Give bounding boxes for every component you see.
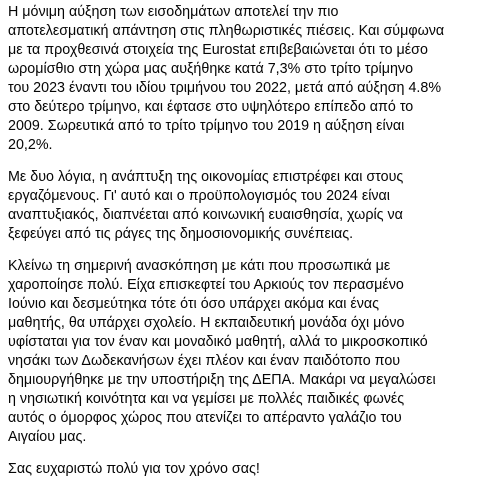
- paragraph-budget: [8, 168, 495, 244]
- text-line: ξεφεύγει από τις ράγες της δημοσιονομικής συνέπειας.: [8, 226, 354, 242]
- text-line: χαροποίησε πολύ. Είχα επισκεφτεί του Αρκιούς τον περασμένο: [8, 277, 404, 293]
- text-line: υφίσταται για τον έναν και μοναδικό μαθητή, αλλά το μικροσκοπικό: [8, 334, 428, 350]
- text-line: Η μόνιμη αύξηση των εισοδημάτων αποτελεί την πιο: [8, 4, 339, 20]
- text-line: Με δυο λόγια, η ανάπτυξη της οικονομίας επιστρέφει και στους: [8, 169, 404, 185]
- text-line: Κλείνω τη σημερινή ανασκόπηση με κάτι που προσωπικά με: [8, 258, 391, 274]
- text-line: ωρομίσθιο στη χώρα μας αυξήθηκε κατά 7,3% στο τρίτο τρίμηνο: [8, 61, 414, 77]
- text-line: Αιγαίου μας.: [8, 429, 87, 445]
- text-line: στο δεύτερο τρίμηνο, και έφτασε στο υψηλότερο επίπεδο από το: [8, 99, 414, 115]
- text-line: εργαζόμενους. Γι' αυτό και ο προϋπολογισμός του 2024 είναι: [8, 188, 390, 204]
- paragraph-thanks: [8, 460, 495, 479]
- text-line: δημιουργήθηκε με την υποστήριξη της ΔΕΠΑ. Μακάρι να μεγαλώσει: [8, 372, 436, 388]
- text-line: μαθητής, θα υπάρχει σχολείο. Η εκπαιδευτική μονάδα όχι μόνο: [8, 315, 405, 331]
- paragraph-school: [8, 257, 495, 447]
- text-line: του 2023 έναντι του ιδίου τριμήνου του 2022, μετά από αύξηση 4.8%: [8, 80, 442, 96]
- text-line: Ιούνιο και δεσμεύτηκα τότε ότι όσο υπάρχει ακόμα και ένας: [8, 296, 380, 312]
- paragraph-wages: [8, 3, 495, 155]
- text-line: αναπτυξιακός, διαπνέεται από κοινωνική ευαισθησία, χωρίς να: [8, 207, 403, 223]
- text-line: 20,2%.: [8, 137, 53, 153]
- text-line: αποτελεσματική απάντηση στις πληθωριστικές πιέσεις. Και σύμφωνα: [8, 23, 445, 39]
- text-line: νησάκι των Δωδεκανήσων έχει πλέον και έναν παιδότοπο που: [8, 353, 401, 369]
- text-line: αυτός ο όμορφος χώρος που ατενίζει το απέραντο γαλάζιο του: [8, 410, 402, 426]
- text-line: η νησιωτική κοινότητα και να γεμίσει με πολλές παιδικές φωνές: [8, 391, 405, 407]
- text-line: Σας ευχαριστώ πολύ για τον χρόνο σας!: [8, 461, 260, 477]
- text-line: 2009. Σωρευτικά από το τρίτο τρίμηνο του 2019 η αύξηση είναι: [8, 118, 405, 134]
- text-line: με τα προχθεσινά στοιχεία της Eurostat επιβεβαιώνεται ότι το μέσο: [8, 42, 428, 58]
